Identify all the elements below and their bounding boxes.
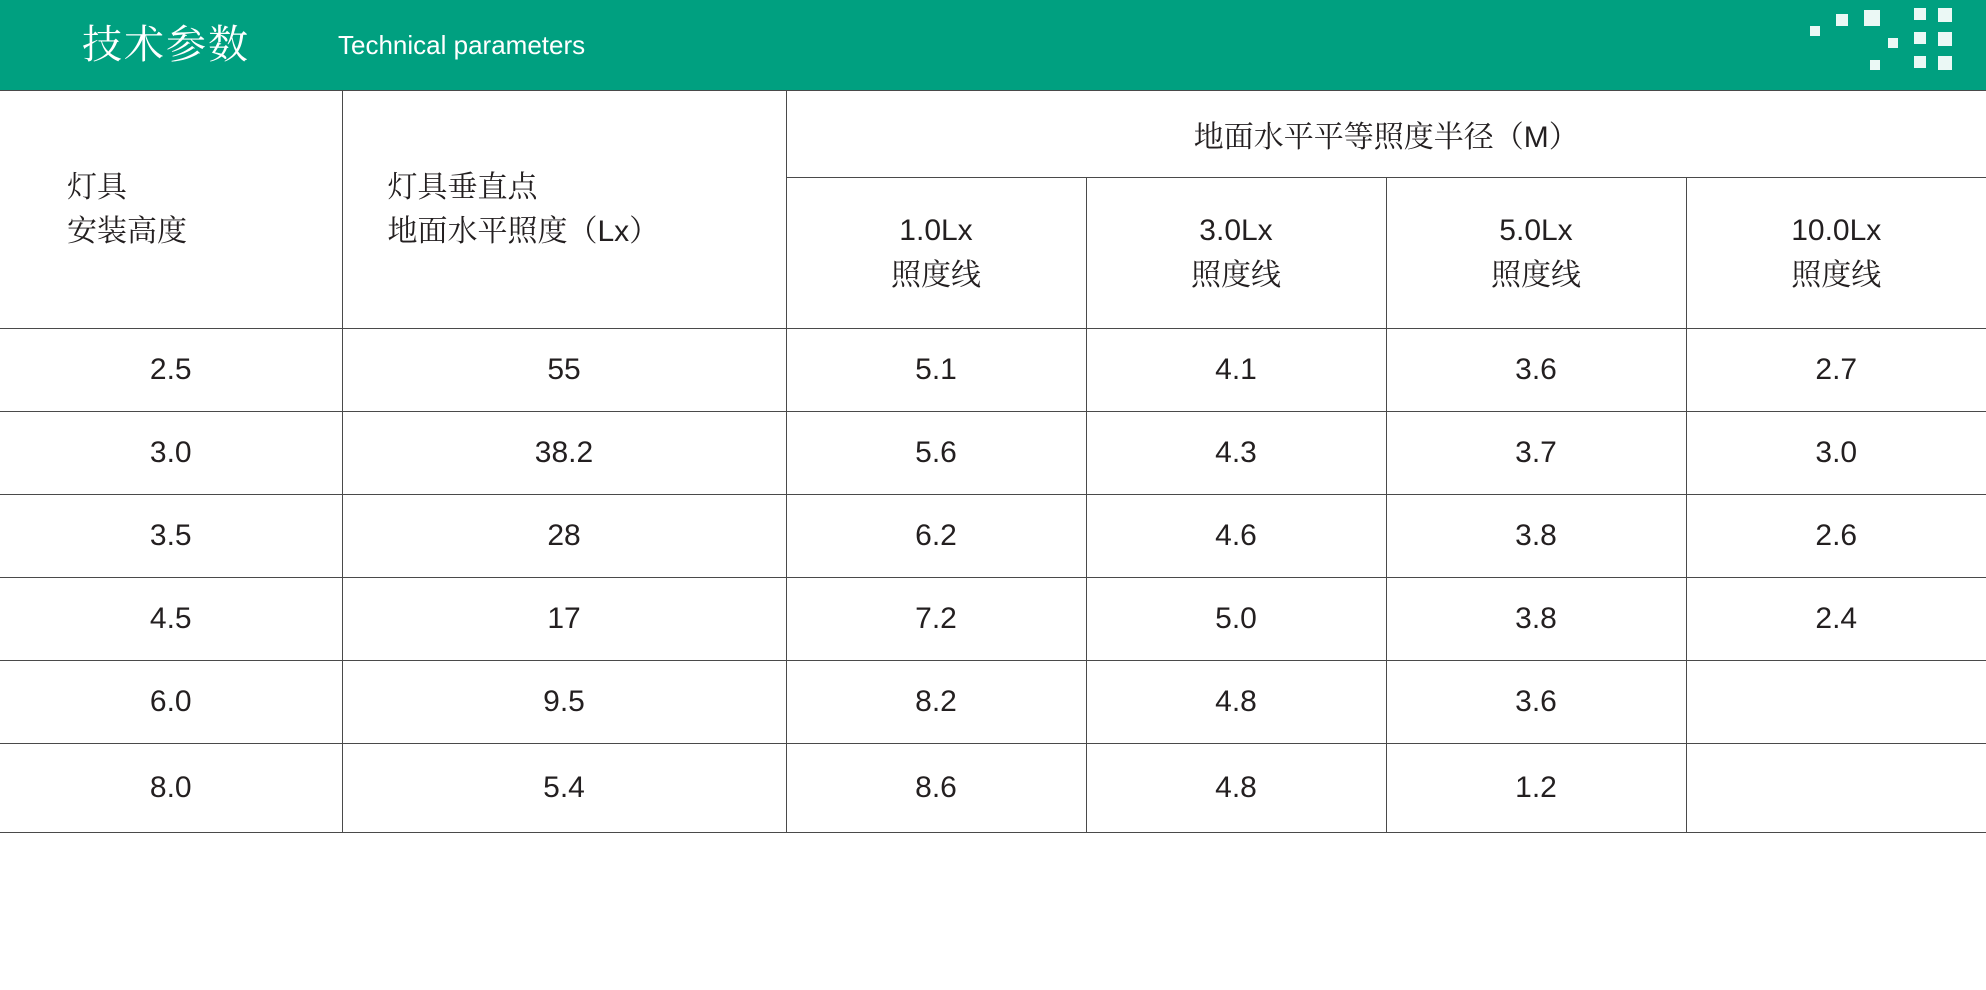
cell-height: 6.0 [0,661,342,744]
cell-lx5: 3.6 [1386,329,1686,412]
cell-height: 2.5 [0,329,342,412]
cell-lx10 [1686,744,1986,833]
header-lx-5 [1386,178,1686,329]
table-row [0,661,1986,744]
table-row [0,412,1986,495]
header-lx-1-line1: 1.0Lx [899,214,973,247]
table-row [0,329,1986,412]
cell-lx3: 4.3 [1086,412,1386,495]
table-header-row-top [0,91,1986,178]
cell-height: 3.0 [0,412,342,495]
cell-lx1: 8.2 [786,661,1086,744]
header-group-title: 地面水平平等照度半径（M） [786,91,1986,178]
table-row [0,744,1986,833]
spec-table-container [0,90,1986,990]
cell-illuminance: 5.4 [342,744,786,833]
header-lx-10-line1: 10.0Lx [1791,214,1882,247]
header-lx-3-line2: 照度线 [1191,259,1281,292]
cell-illuminance: 55 [342,329,786,412]
cell-lx1: 8.6 [786,744,1086,833]
cell-lx3: 4.8 [1086,744,1386,833]
cell-lx5: 3.8 [1386,495,1686,578]
cell-lx3: 4.6 [1086,495,1386,578]
cell-illuminance: 9.5 [342,661,786,744]
header-lx-5-line2: 照度线 [1491,259,1581,292]
cell-illuminance: 38.2 [342,412,786,495]
cell-lx10: 2.4 [1686,578,1986,661]
banner-title-english: Technical parameters [338,30,586,60]
header-vertical-illuminance-line2: 地面水平照度（Lx） [387,214,660,248]
header-install-height [0,91,342,329]
cell-illuminance: 17 [342,578,786,661]
cell-lx1: 6.2 [786,495,1086,578]
header-vertical-illuminance-line1: 灯具垂直点 [387,171,538,204]
cell-lx1: 5.1 [786,329,1086,412]
cell-lx3: 4.1 [1086,329,1386,412]
header-lx-5-line1: 5.0Lx [1499,214,1573,247]
cell-height: 4.5 [0,578,342,661]
cell-lx10 [1686,661,1986,744]
header-lx-1 [786,178,1086,329]
cell-lx1: 5.6 [786,412,1086,495]
cell-illuminance: 28 [342,495,786,578]
technical-parameters-table [0,90,1986,833]
header-install-height-line1: 灯具 [67,171,127,204]
table-row [0,578,1986,661]
banner-title-chinese: 技术参数 [82,23,250,67]
cell-lx10: 2.7 [1686,329,1986,412]
cell-lx5: 1.2 [1386,744,1686,833]
header-install-height-line2: 安装高度 [67,214,187,248]
cell-lx10: 2.6 [1686,495,1986,578]
cell-lx3: 5.0 [1086,578,1386,661]
cell-lx5: 3.8 [1386,578,1686,661]
cell-lx5: 3.7 [1386,412,1686,495]
header-lx-10-line2: 照度线 [1791,259,1882,292]
page-banner [0,0,1986,90]
dot-grid-decoration-icon [1810,8,1960,82]
header-lx-1-line2: 照度线 [891,259,981,292]
cell-height: 8.0 [0,744,342,833]
table-row [0,495,1986,578]
cell-lx1: 7.2 [786,578,1086,661]
cell-lx3: 4.8 [1086,661,1386,744]
cell-lx10: 3.0 [1686,412,1986,495]
header-lx-3 [1086,178,1386,329]
cell-lx5: 3.6 [1386,661,1686,744]
header-lx-10 [1686,178,1986,329]
header-lx-3-line1: 3.0Lx [1199,214,1273,247]
cell-height: 3.5 [0,495,342,578]
header-vertical-illuminance [342,91,786,329]
